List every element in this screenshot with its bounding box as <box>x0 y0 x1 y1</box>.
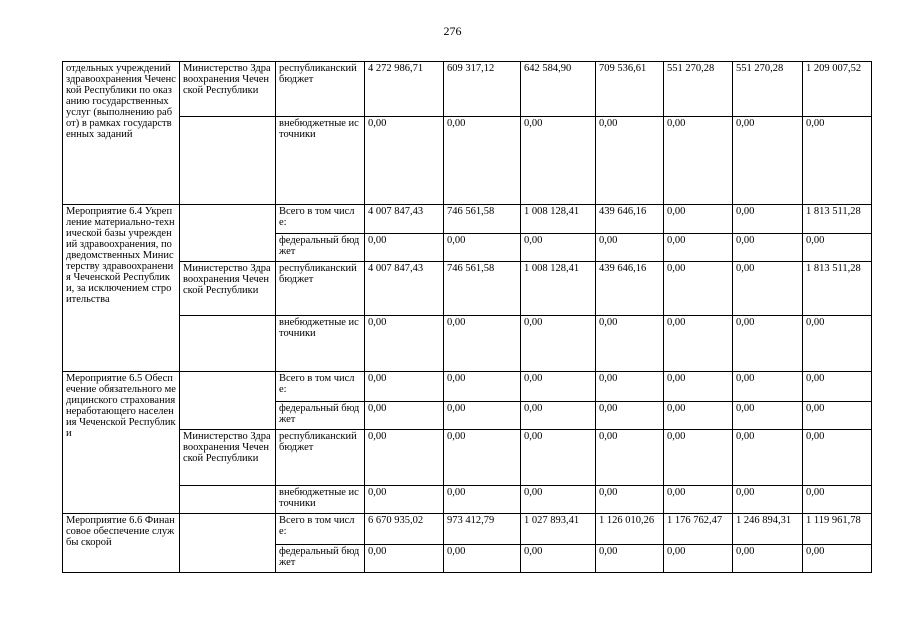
value-cell: 6 670 935,02 <box>365 514 444 545</box>
value-cell: 0,00 <box>733 117 803 205</box>
value-cell: 0,00 <box>596 316 664 372</box>
value-cell: 0,00 <box>733 234 803 262</box>
value-cell: 0,00 <box>733 545 803 573</box>
value-cell: 1 176 762,47 <box>664 514 733 545</box>
responsible-cell: Министерство Здравоохранения Чеченской Республики <box>180 430 276 486</box>
responsible-cell <box>180 117 276 205</box>
value-cell: 0,00 <box>803 430 872 486</box>
value-cell: 0,00 <box>664 402 733 430</box>
responsible-cell <box>180 316 276 372</box>
table-row <box>63 62 872 117</box>
value-cell: 1 209 007,52 <box>803 62 872 117</box>
funding-source-cell: республиканский бюджет <box>276 262 365 316</box>
value-cell: 0,00 <box>664 372 733 402</box>
responsible-cell: Министерство Здравоохранения Чеченской Республики <box>180 262 276 316</box>
value-cell: 0,00 <box>664 430 733 486</box>
value-cell: 609 317,12 <box>444 62 521 117</box>
value-cell: 1 126 010,26 <box>596 514 664 545</box>
value-cell: 0,00 <box>803 372 872 402</box>
value-cell: 0,00 <box>803 486 872 514</box>
value-cell: 0,00 <box>444 486 521 514</box>
value-cell: 0,00 <box>365 117 444 205</box>
value-cell: 0,00 <box>444 372 521 402</box>
value-cell: 1 246 894,31 <box>733 514 803 545</box>
value-cell: 0,00 <box>521 372 596 402</box>
value-cell: 0,00 <box>521 234 596 262</box>
responsible-cell <box>180 514 276 573</box>
value-cell: 0,00 <box>733 486 803 514</box>
value-cell: 0,00 <box>596 234 664 262</box>
value-cell: 1 813 511,28 <box>803 262 872 316</box>
funding-source-cell: республиканский бюджет <box>276 62 365 117</box>
value-cell: 1 027 893,41 <box>521 514 596 545</box>
value-cell: 0,00 <box>444 430 521 486</box>
activity-name-cell: отдельных учреждений здравоохранения Чеченской Республики по оказанию государственных услуг (выполнению работ) в рамках государственных заданий <box>63 62 180 205</box>
value-cell: 0,00 <box>444 117 521 205</box>
funding-source-cell: федеральный бюджет <box>276 545 365 573</box>
value-cell: 0,00 <box>733 402 803 430</box>
value-cell: 0,00 <box>733 262 803 316</box>
table-row <box>63 372 872 402</box>
value-cell: 0,00 <box>733 372 803 402</box>
budget-table <box>62 61 872 573</box>
value-cell: 0,00 <box>365 372 444 402</box>
value-cell: 0,00 <box>521 402 596 430</box>
value-cell: 0,00 <box>664 316 733 372</box>
value-cell: 0,00 <box>365 234 444 262</box>
value-cell: 0,00 <box>733 205 803 234</box>
value-cell: 0,00 <box>664 234 733 262</box>
funding-source-cell: Всего в том числе: <box>276 205 365 234</box>
responsible-cell <box>180 372 276 430</box>
table-row <box>63 117 872 205</box>
activity-name-cell: Мероприятие 6.6 Финансовое обеспечение службы скорой <box>63 514 180 573</box>
table-row <box>63 514 872 545</box>
value-cell: 0,00 <box>803 316 872 372</box>
funding-source-cell: внебюджетные источники <box>276 316 365 372</box>
value-cell: 551 270,28 <box>733 62 803 117</box>
value-cell: 0,00 <box>596 486 664 514</box>
value-cell: 0,00 <box>365 316 444 372</box>
value-cell: 4 007 847,43 <box>365 262 444 316</box>
value-cell: 0,00 <box>664 117 733 205</box>
funding-source-cell: Всего в том числе: <box>276 372 365 402</box>
value-cell: 0,00 <box>444 316 521 372</box>
value-cell: 0,00 <box>733 316 803 372</box>
value-cell: 0,00 <box>444 545 521 573</box>
value-cell: 0,00 <box>365 545 444 573</box>
value-cell: 0,00 <box>596 372 664 402</box>
table-row <box>63 430 872 486</box>
value-cell: 0,00 <box>365 402 444 430</box>
value-cell: 0,00 <box>365 430 444 486</box>
table-row <box>63 262 872 316</box>
value-cell: 0,00 <box>596 117 664 205</box>
value-cell: 746 561,58 <box>444 205 521 234</box>
table-row <box>63 316 872 372</box>
value-cell: 0,00 <box>444 234 521 262</box>
value-cell: 4 272 986,71 <box>365 62 444 117</box>
value-cell: 0,00 <box>521 430 596 486</box>
value-cell: 0,00 <box>521 117 596 205</box>
activity-name-cell: Мероприятие 6.4 Укрепление материально-технической базы учреждений здравоохранения, подведомственных Министерству здравоохранения Чеченской Республики, за исключением строительства <box>63 205 180 372</box>
value-cell: 1 008 128,41 <box>521 262 596 316</box>
value-cell: 973 412,79 <box>444 514 521 545</box>
value-cell: 439 646,16 <box>596 205 664 234</box>
value-cell: 0,00 <box>664 545 733 573</box>
funding-source-cell: внебюджетные источники <box>276 117 365 205</box>
value-cell: 746 561,58 <box>444 262 521 316</box>
table-row <box>63 486 872 514</box>
value-cell: 1 008 128,41 <box>521 205 596 234</box>
value-cell: 0,00 <box>596 545 664 573</box>
value-cell: 0,00 <box>521 545 596 573</box>
value-cell: 0,00 <box>521 316 596 372</box>
value-cell: 0,00 <box>596 402 664 430</box>
responsible-cell <box>180 486 276 514</box>
value-cell: 0,00 <box>803 234 872 262</box>
value-cell: 439 646,16 <box>596 262 664 316</box>
value-cell: 0,00 <box>596 430 664 486</box>
value-cell: 0,00 <box>444 402 521 430</box>
value-cell: 0,00 <box>803 545 872 573</box>
funding-source-cell: федеральный бюджет <box>276 234 365 262</box>
value-cell: 0,00 <box>664 262 733 316</box>
value-cell: 0,00 <box>733 430 803 486</box>
value-cell: 0,00 <box>803 117 872 205</box>
value-cell: 1 813 511,28 <box>803 205 872 234</box>
value-cell: 642 584,90 <box>521 62 596 117</box>
page-number: 276 <box>443 24 462 38</box>
value-cell: 551 270,28 <box>664 62 733 117</box>
value-cell: 709 536,61 <box>596 62 664 117</box>
value-cell: 0,00 <box>365 486 444 514</box>
funding-source-cell: федеральный бюджет <box>276 402 365 430</box>
value-cell: 4 007 847,43 <box>365 205 444 234</box>
value-cell: 0,00 <box>521 486 596 514</box>
value-cell: 0,00 <box>664 205 733 234</box>
value-cell: 1 119 961,78 <box>803 514 872 545</box>
table-row <box>63 205 872 234</box>
responsible-cell <box>180 205 276 262</box>
responsible-cell: Министерство Здравоохранения Чеченской Республики <box>180 62 276 117</box>
funding-source-cell: внебюджетные источники <box>276 486 365 514</box>
activity-name-cell: Мероприятие 6.5 Обеспечение обязательного медицинского страхования неработающего населения Чеченской Республики <box>63 372 180 514</box>
funding-source-cell: республиканский бюджет <box>276 430 365 486</box>
value-cell: 0,00 <box>664 486 733 514</box>
funding-source-cell: Всего в том числе: <box>276 514 365 545</box>
value-cell: 0,00 <box>803 402 872 430</box>
